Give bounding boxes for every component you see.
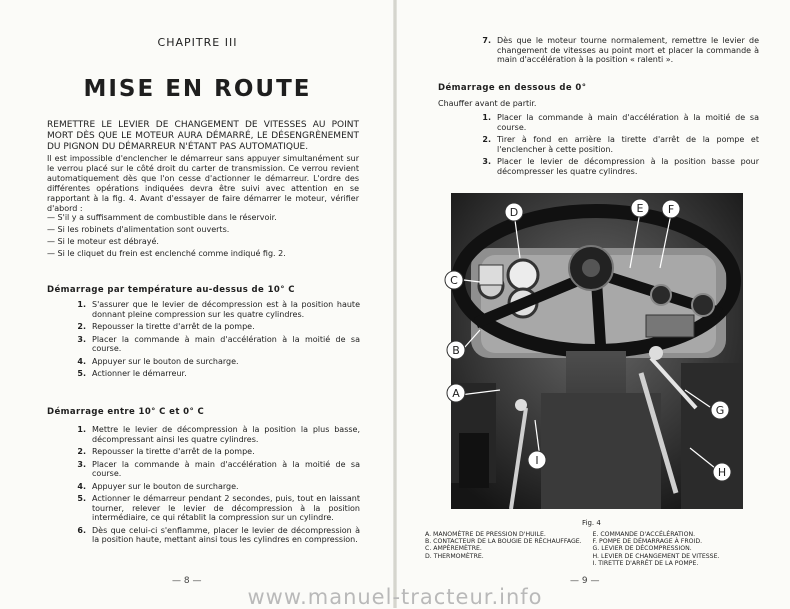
intro-paragraph: Il est impossible d'enclencher le démarreur sans appuyer simultanément sur le verrou placé sur le côté droit du carter de transmission. Ce verrou revient automatiquement dès que l'on cesse d'actionner le démarreur. L'ordre des différentes opérations indiquées devra être suivi avec attention en se rapportant à la fig. 4. Avant d'essayer de faire démarrer le moteur, vérifier d'abord : xyxy=(47,154,359,213)
svg-text:H: H xyxy=(717,466,727,479)
step-number: 5. xyxy=(77,369,86,378)
section-title-below-0: Démarrage en dessous de 0° xyxy=(438,83,587,93)
legend-item: D. THERMOMÈTRE. xyxy=(425,552,484,560)
step-text: Appuyer sur le bouton de surcharge. xyxy=(92,481,239,491)
step-text: Placer la commande à main d'accélération à la moitié de sa course. xyxy=(92,334,360,353)
svg-text:D: D xyxy=(509,206,519,219)
svg-text:F: F xyxy=(667,203,675,216)
figure-caption: Fig. 4 xyxy=(582,519,601,527)
step-item xyxy=(72,482,360,492)
step-item xyxy=(72,494,360,523)
step-item xyxy=(72,369,360,379)
callout-d xyxy=(505,203,523,221)
check-item: — S'il y a suffisamment de combustible dans le réservoir. xyxy=(47,213,277,222)
site-watermark: www.manuel-tracteur.info xyxy=(247,585,543,609)
callout-i xyxy=(528,451,546,469)
step-text: Mettre le levier de décompression à la position la plus basse, décompressant ainsi les quatre cylindres. xyxy=(92,425,360,444)
step-number: 1. xyxy=(482,113,491,122)
svg-text:C: C xyxy=(450,274,458,287)
page-number-right: — 9 — xyxy=(570,576,600,586)
legend-right-column xyxy=(593,531,761,567)
step-number: 3. xyxy=(77,459,86,469)
legend-item: E. COMMANDE D'ACCÉLÉRATION. xyxy=(592,531,696,538)
legend-item: G. LEVIER DE DÉCOMPRESSION. xyxy=(592,545,692,553)
chapter-heading: CHAPITRE III xyxy=(157,36,238,49)
check-item: — Si les robinets d'alimentation sont ouverts. xyxy=(47,225,230,234)
legend-item: F. POMPE DE DÉMARRAGE À FROID. xyxy=(592,538,703,546)
step-item xyxy=(477,36,759,65)
step-text: Dès que le moteur tourne normalement, remettre le levier de changement de vitesses au point mort et placer la commande à main d'accélération à la position « ralenti ». xyxy=(497,36,759,64)
svg-text:A: A xyxy=(452,387,460,400)
step-item xyxy=(72,357,360,367)
step-text: Actionner le démarreur. xyxy=(92,369,187,378)
step-number: 1. xyxy=(77,300,86,309)
legend-item: H. LEVIER DE CHANGEMENT DE VITESSE. xyxy=(592,552,720,560)
legend-item: C. AMPÈREMÈTRE. xyxy=(425,545,482,553)
step-text: Placer la commande à main d'accélération à la moitié de sa course. xyxy=(497,113,759,132)
step-text: Placer le levier de décompression à la position basse pour décompresser les quatre cylindres. xyxy=(497,157,759,176)
callout-c xyxy=(445,271,463,289)
left-page xyxy=(0,0,395,608)
steps-above-10 xyxy=(72,300,360,382)
step-text: S'assurer que le levier de décompression est à la position haute donnant pleine compression sur les quatre cylindres. xyxy=(92,300,360,319)
page-title: MISE EN ROUTE xyxy=(83,76,312,102)
svg-text:E: E xyxy=(636,202,644,215)
section-title-10-to-0: Démarrage entre 10° C et 0° C xyxy=(47,407,205,417)
section-lead: Chauffer avant de partir. xyxy=(438,99,537,108)
legend-item: A. MANOMÈTRE DE PRESSION D'HUILE. xyxy=(425,531,546,538)
steps-below-0 xyxy=(477,113,759,179)
legend-item: I. TIRETTE D'ARRÊT DE LA POMPE. xyxy=(592,559,699,567)
callout-a xyxy=(447,384,465,402)
figure-legend xyxy=(425,531,760,567)
callout-e xyxy=(631,199,649,217)
step-number: 4. xyxy=(77,356,86,366)
step-text: Repousser la tirette d'arrêt de la pompe. xyxy=(92,447,255,456)
legend-left-column xyxy=(425,531,593,567)
legend-item: B. CONTACTEUR DE LA BOUGIE DE RÉCHAUFFAGE. xyxy=(425,538,582,546)
step-number: 4. xyxy=(77,481,86,491)
step-number: 3. xyxy=(482,157,491,166)
step-text: Repousser la tirette d'arrêt de la pompe. xyxy=(92,322,255,331)
section-title-above-10: Démarrage par température au-dessus de 10° C xyxy=(47,285,295,295)
step-item xyxy=(72,447,360,457)
step-text: Actionner le démarreur pendant 2 secondes, puis, tout en laissant tourner, relever le levier de décompression à la position intermédiaire, ce qui rétablit la compression sur un cylindre. xyxy=(92,494,360,522)
step-item xyxy=(477,113,759,132)
step-number: 3. xyxy=(77,334,86,344)
step-item xyxy=(72,322,360,332)
step-item xyxy=(72,526,360,545)
step-text: Tirer à fond en arrière la tirette d'arrêt de la pompe et l'enclencher à cette position. xyxy=(497,135,759,154)
svg-text:G: G xyxy=(715,404,725,417)
page-number-left: — 8 — xyxy=(172,576,202,586)
callout-b xyxy=(447,341,465,359)
step-item xyxy=(477,157,759,176)
intro-warning: REMETTRE LE LEVIER DE CHANGEMENT DE VITESSES AU POINT MORT DÈS QUE LE MOTEUR AURA DÉMARRÉ, LE DÉSENGRÈNEMENT DU PIGNON DU DÉMARREUR N'ÉTANT PAS AUTOMATIQUE. xyxy=(47,120,359,152)
svg-text:B: B xyxy=(452,344,460,357)
step-item xyxy=(72,460,360,479)
check-list xyxy=(47,212,359,260)
step-7 xyxy=(477,36,759,68)
step-text: Placer la commande à main d'accélération à la moitié de sa course. xyxy=(92,459,360,478)
check-item: — Si le cliquet du frein est enclenché comme indiqué fig. 2. xyxy=(47,249,286,258)
step-text: Dès que celui-ci s'enflamme, placer le levier de décompression à la position haute, mettant ainsi tous les cylindres en compression. xyxy=(92,525,360,544)
step-item xyxy=(72,425,360,444)
step-number: 2. xyxy=(482,135,491,144)
svg-text:I: I xyxy=(535,454,539,467)
step-number: 1. xyxy=(77,425,86,434)
step-text: Appuyer sur le bouton de surcharge. xyxy=(92,356,239,366)
step-number: 6. xyxy=(77,525,86,535)
check-item: — Si le moteur est débrayé. xyxy=(47,237,159,246)
callout-h xyxy=(713,463,731,481)
step-number: 5. xyxy=(77,494,86,503)
step-item xyxy=(72,335,360,354)
callout-g xyxy=(711,401,729,419)
figure-callouts xyxy=(440,190,750,490)
callout-f xyxy=(662,200,680,218)
step-number: 7. xyxy=(482,36,491,45)
step-item xyxy=(72,300,360,319)
steps-10-to-0 xyxy=(72,425,360,548)
step-number: 2. xyxy=(77,447,86,456)
step-number: 2. xyxy=(77,322,86,331)
step-item xyxy=(477,135,759,154)
